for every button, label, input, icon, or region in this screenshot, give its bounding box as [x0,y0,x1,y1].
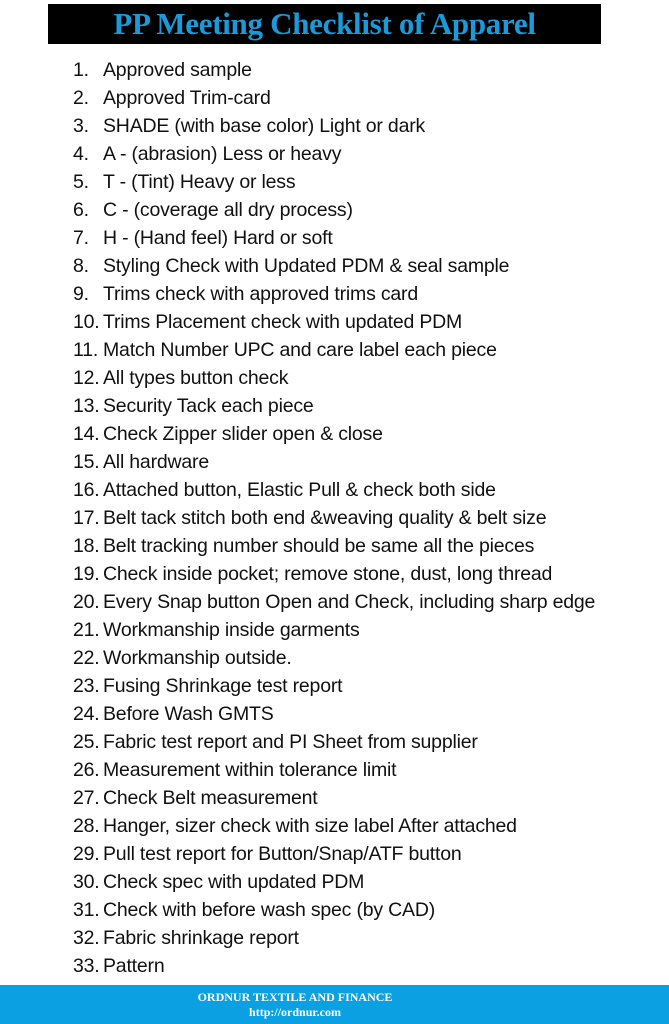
item-text: Workmanship outside. [103,647,292,669]
checklist-item [73,280,595,308]
item-text: Fabric shrinkage report [103,927,299,949]
item-text: Fabric test report and PI Sheet from supplier [103,731,478,753]
item-number: 33. [73,955,100,977]
item-number: 7. [73,227,89,249]
item-text: All types button check [103,367,289,389]
checklist-item [73,588,595,616]
item-text: A - (abrasion) Less or heavy [103,143,342,165]
checklist-item [73,224,595,252]
item-number: 30. [73,871,100,893]
item-number: 14. [73,423,100,445]
item-text: H - (Hand feel) Hard or soft [103,227,333,249]
item-number: 29. [73,843,100,865]
item-number: 11. [73,339,99,361]
footer-company: ORDNUR TEXTILE AND FINANCE [197,990,393,1004]
item-text: Belt tack stitch both end &weaving quality & belt size [103,507,547,529]
item-text: Check with before wash spec (by CAD) [103,899,436,921]
checklist-item [73,672,595,700]
item-text: Pull test report for Button/Snap/ATF button [103,843,462,865]
item-number: 26. [73,759,100,781]
checklist-item [73,140,595,168]
item-number: 19. [73,563,100,585]
checklist-item [73,84,595,112]
item-number: 20. [73,591,100,613]
checklist-item [73,952,595,980]
checklist-item [73,196,595,224]
item-number: 12. [73,367,100,389]
checklist-item [73,756,595,784]
item-number: 16. [73,479,100,501]
item-number: 2. [73,87,89,109]
checklist-item [73,308,595,336]
checklist [73,56,595,980]
checklist-item [73,112,595,140]
item-text: Check spec with updated PDM [103,871,365,893]
checklist-item [73,392,595,420]
item-text: Pattern [103,955,165,977]
item-number: 27. [73,787,100,809]
item-text: Approved sample [103,59,252,81]
checklist-item [73,924,595,952]
checklist-item [73,336,595,364]
item-number: 25. [73,731,100,753]
footer [0,985,669,1024]
item-number: 32. [73,927,100,949]
item-text: Approved Trim-card [103,87,271,109]
item-text: All hardware [103,451,209,473]
page-title: PP Meeting Checklist of Apparel [113,6,536,41]
item-text: Check Zipper slider open & close [103,423,383,445]
item-number: 6. [73,199,89,221]
item-number: 17. [73,507,100,529]
item-number: 18. [73,535,100,557]
item-text: Check Belt measurement [103,787,318,809]
item-number: 28. [73,815,100,837]
checklist-item [73,560,595,588]
checklist-item [73,504,595,532]
checklist-item [73,252,595,280]
item-text: Fusing Shrinkage test report [103,675,343,697]
checklist-item [73,784,595,812]
item-text: Match Number UPC and care label each piece [103,339,497,361]
item-text: Trims check with approved trims card [103,283,418,305]
item-number: 31. [73,899,100,921]
item-number: 15. [73,451,100,473]
item-number: 3. [73,115,89,137]
checklist-item [73,364,595,392]
item-number: 22. [73,647,100,669]
item-text: T - (Tint) Heavy or less [103,171,296,193]
checklist-item [73,532,595,560]
checklist-item [73,812,595,840]
item-number: 13. [73,395,100,417]
item-number: 24. [73,703,100,725]
checklist-item [73,840,595,868]
checklist-item [73,56,595,84]
item-text: Hanger, sizer check with size label After attached [103,815,517,837]
item-text: Trims Placement check with updated PDM [103,311,463,333]
item-text: C - (coverage all dry process) [103,199,353,221]
checklist-item [73,644,595,672]
item-number: 23. [73,675,100,697]
item-text: Attached button, Elastic Pull & check both side [103,479,496,501]
item-number: 21. [73,619,100,641]
item-number: 9. [73,283,89,305]
item-text: Workmanship inside garments [103,619,360,641]
item-text: Every Snap button Open and Check, including sharp edge [103,591,596,613]
item-text: Security Tack each piece [103,395,314,417]
checklist-item [73,476,595,504]
checklist-item [73,616,595,644]
item-text: Measurement within tolerance limit [103,759,397,781]
item-text: Styling Check with Updated PDM & seal sample [103,255,510,277]
item-text: Before Wash GMTS [103,703,274,725]
checklist-item [73,728,595,756]
item-number: 5. [73,171,89,193]
title-banner [48,4,601,44]
checklist-item [73,168,595,196]
checklist-item [73,700,595,728]
item-text: SHADE (with base color) Light or dark [103,115,426,137]
checklist-item [73,420,595,448]
item-number: 8. [73,255,89,277]
footer-url[interactable]: http://ordnur.com [249,1005,341,1019]
item-text: Belt tracking number should be same all the pieces [103,535,535,557]
item-number: 1. [73,59,89,81]
checklist-item [73,448,595,476]
item-number: 10. [73,311,100,333]
checklist-item [73,868,595,896]
checklist-item [73,896,595,924]
item-number: 4. [73,143,89,165]
item-text: Check inside pocket; remove stone, dust, long thread [103,563,553,585]
